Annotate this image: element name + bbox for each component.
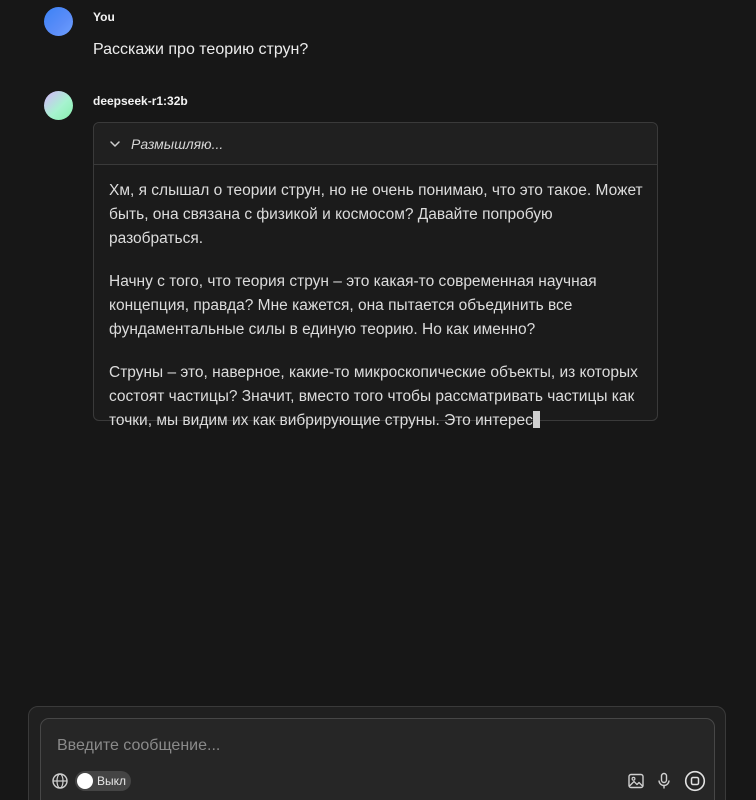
assistant-model-name: deepseek-r1:32b <box>93 94 188 108</box>
composer <box>28 706 726 800</box>
stop-icon <box>684 770 706 792</box>
attach-image-button[interactable] <box>625 770 647 792</box>
microphone-icon <box>655 772 673 790</box>
thinking-content <box>94 165 657 433</box>
thinking-toggle[interactable] <box>94 123 657 165</box>
thinking-paragraph: Хм, я слышал о теории струн, но не очень понимаю, что это такое. Может быть, она связана с физикой и космосом? Давайте попробую разобраться. <box>109 182 643 247</box>
web-search-button[interactable] <box>49 770 71 792</box>
image-icon <box>627 772 645 790</box>
composer-box <box>40 718 715 800</box>
thinking-paragraph-text: Струны – это, наверное, какие-то микроскопические объекты, из которых состоят частицы? Значит, вместо того чтобы рассматривать частицы как точки, мы видим их как вибрирующие струны. Это интерес <box>109 364 638 429</box>
thinking-paragraph: Начну с того, что теория струн – это какая-то современная научная концепция, правда? Мне кажется, она пытается объединить все фундаментальные силы в единую теорию. Но как именно? <box>109 273 597 338</box>
toggle-knob <box>77 773 93 789</box>
message-input[interactable] <box>55 734 699 758</box>
toggle-label: Выкл <box>97 774 127 788</box>
thinking-paragraph-streaming <box>109 361 643 433</box>
voice-input-button[interactable] <box>653 770 675 792</box>
chevron-down-icon <box>108 137 122 151</box>
stop-generation-button[interactable] <box>683 769 707 793</box>
thinking-panel <box>93 122 658 429</box>
web-search-toggle[interactable] <box>75 771 131 791</box>
user-avatar <box>44 7 73 36</box>
thinking-title: Размышляю... <box>131 135 224 152</box>
user-name: You <box>93 10 115 24</box>
user-message-text: Расскажи про теорию струн? <box>93 41 309 58</box>
globe-icon <box>51 772 69 790</box>
streaming-cursor <box>533 411 540 428</box>
assistant-avatar <box>44 91 73 120</box>
